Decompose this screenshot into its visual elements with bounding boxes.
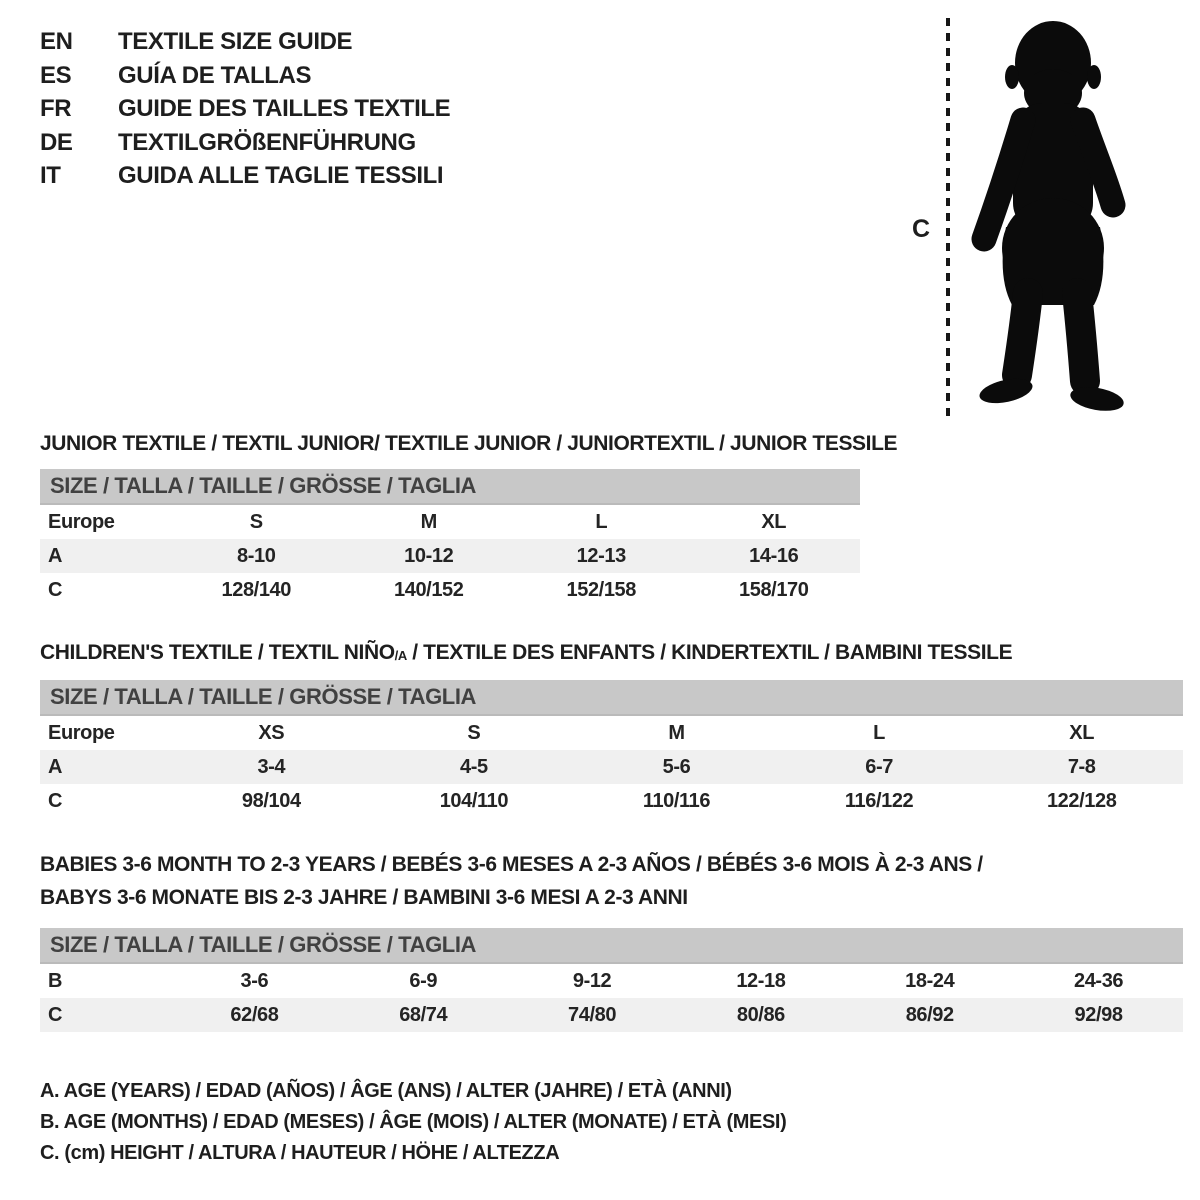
- size-value-cell: 122/128: [1046, 789, 1117, 812]
- guide-title: GUÍA DE TALLAS: [118, 61, 312, 89]
- size-value-cell: 3-6: [240, 969, 269, 992]
- size-value-cell: 12-18: [736, 969, 786, 992]
- size-value-cell: 12-13: [576, 544, 626, 567]
- row-label-cell: C: [48, 789, 63, 812]
- legend-line-c: C. (cm) HEIGHT / ALTURA / HAUTEUR / HÖHE / ALTEZZA: [40, 1142, 560, 1164]
- size-value-cell: 4-5: [460, 755, 488, 778]
- junior-section-title: JUNIOR TEXTILE / TEXTIL JUNIOR/ TEXTILE JUNIOR / JUNIORTEXTIL / JUNIOR TESSILE: [40, 432, 898, 455]
- size-value-cell: 140/152: [394, 578, 464, 601]
- size-value-cell: 24-36: [1073, 969, 1124, 992]
- size-value-cell: 110/116: [642, 789, 711, 812]
- language-code: ES: [40, 61, 72, 89]
- children-size-band: SIZE / TALLA / TAILLE / GRÖSSE / TAGLIA: [40, 680, 1183, 716]
- size-value-cell: 104/110: [439, 789, 509, 812]
- size-guide-content: [40, 432, 1183, 1169]
- language-title-list: [40, 28, 450, 196]
- table-row: [40, 998, 1183, 1032]
- size-value-cell: 18-24: [905, 969, 955, 992]
- row-label-cell: A: [48, 544, 63, 567]
- children-title-part2: / TEXTILE DES ENFANTS / KINDERTEXTIL / BAMBINI TESSILE: [406, 641, 1013, 664]
- measurement-legend: [40, 1076, 1183, 1169]
- size-value-cell: M: [668, 721, 685, 744]
- size-value-cell: 6-9: [409, 969, 438, 992]
- guide-title: GUIDA ALLE TAGLIE TESSILI: [118, 162, 444, 189]
- size-value-cell: 68/74: [399, 1003, 448, 1026]
- row-label-cell: C: [48, 1003, 63, 1026]
- children-size-table: [40, 716, 1183, 818]
- size-value-cell: 152/158: [566, 578, 636, 601]
- children-title-subscript: /A: [394, 648, 407, 663]
- babies-size-table: [40, 964, 1183, 1032]
- legend-line-a: A. AGE (YEARS) / EDAD (AÑOS) / ÂGE (ANS) / ALTER (JAHRE) / ETÀ (ANNI): [40, 1080, 732, 1102]
- row-label-cell: Europe: [48, 721, 115, 744]
- size-value-cell: 128/140: [221, 578, 291, 601]
- language-row-en: [40, 28, 450, 62]
- language-code: EN: [40, 28, 73, 55]
- size-value-cell: L: [873, 721, 885, 744]
- size-value-cell: 158/170: [739, 578, 809, 601]
- table-row: [40, 784, 1183, 818]
- table-row: [40, 539, 860, 573]
- size-value-cell: S: [467, 721, 481, 744]
- height-measure-label: C: [912, 215, 930, 243]
- height-measure-line: [946, 18, 950, 420]
- size-value-cell: 74/80: [568, 1003, 617, 1026]
- children-section-title: [40, 641, 1183, 667]
- size-value-cell: 6-7: [865, 755, 893, 778]
- row-label-cell: C: [48, 578, 63, 601]
- size-value-cell: 86/92: [905, 1003, 954, 1026]
- size-value-cell: M: [420, 510, 437, 533]
- language-row-it: [40, 162, 450, 196]
- guide-title: TEXTILGRÖßENFÜHRUNG: [118, 128, 416, 156]
- babies-section-title-line1: BABIES 3-6 MONTH TO 2-3 YEARS / BEBÉS 3-6 MESES A 2-3 AÑOS / BÉBÉS 3-6 MOIS À 2-3 ANS /: [40, 853, 983, 876]
- language-row-es: [40, 62, 450, 96]
- table-row: [40, 716, 1183, 750]
- language-code: DE: [40, 128, 73, 156]
- table-row: [40, 964, 1183, 998]
- size-value-cell: 14-16: [749, 544, 799, 567]
- size-value-cell: 80/86: [736, 1003, 785, 1026]
- size-value-cell: 62/68: [230, 1003, 279, 1026]
- junior-section: [40, 432, 1183, 607]
- row-label-cell: B: [48, 969, 63, 992]
- size-value-cell: 5-6: [662, 755, 691, 778]
- size-value-cell: 3-4: [257, 755, 286, 778]
- row-label-cell: Europe: [48, 510, 115, 533]
- size-value-cell: 92/98: [1074, 1003, 1123, 1026]
- language-code: FR: [40, 95, 72, 122]
- children-section: [40, 641, 1183, 818]
- babies-section: [40, 848, 1183, 1032]
- junior-size-table: [40, 505, 860, 607]
- table-row: [40, 750, 1183, 784]
- babies-size-band: SIZE / TALLA / TAILLE / GRÖSSE / TAGLIA: [40, 928, 1183, 964]
- size-value-cell: XL: [761, 510, 787, 533]
- babies-section-title-line2: BABYS 3-6 MONATE BIS 2-3 JAHRE / BAMBINI 3-6 MESI A 2-3 ANNI: [40, 886, 688, 909]
- size-value-cell: 10-12: [404, 544, 454, 567]
- table-row: [40, 505, 860, 539]
- size-value-cell: 116/122: [844, 789, 914, 812]
- row-label-cell: A: [48, 755, 63, 778]
- toddler-silhouette-image: [964, 15, 1142, 415]
- size-value-cell: 7-8: [1067, 755, 1096, 778]
- language-row-fr: [40, 95, 450, 129]
- junior-size-band: SIZE / TALLA / TAILLE / GRÖSSE / TAGLIA: [40, 469, 860, 505]
- height-figure: [900, 10, 1190, 440]
- children-title-part1: CHILDREN'S TEXTILE / TEXTIL NIÑO: [40, 641, 395, 664]
- guide-title: GUIDE DES TAILLES TEXTILE: [118, 95, 451, 122]
- size-value-cell: S: [249, 510, 263, 533]
- guide-title: TEXTILE SIZE GUIDE: [118, 28, 353, 55]
- legend-line-b: B. AGE (MONTHS) / EDAD (MESES) / ÂGE (MOIS) / ALTER (MONATE) / ETÀ (MESI): [40, 1111, 787, 1133]
- size-value-cell: XL: [1069, 721, 1095, 744]
- size-value-cell: L: [595, 510, 608, 533]
- size-value-cell: 9-12: [572, 969, 612, 992]
- language-code: IT: [40, 162, 61, 189]
- size-value-cell: XS: [258, 721, 285, 744]
- size-value-cell: 8-10: [237, 544, 276, 567]
- table-row: [40, 573, 860, 607]
- language-row-de: [40, 129, 450, 163]
- size-value-cell: 98/104: [241, 789, 301, 812]
